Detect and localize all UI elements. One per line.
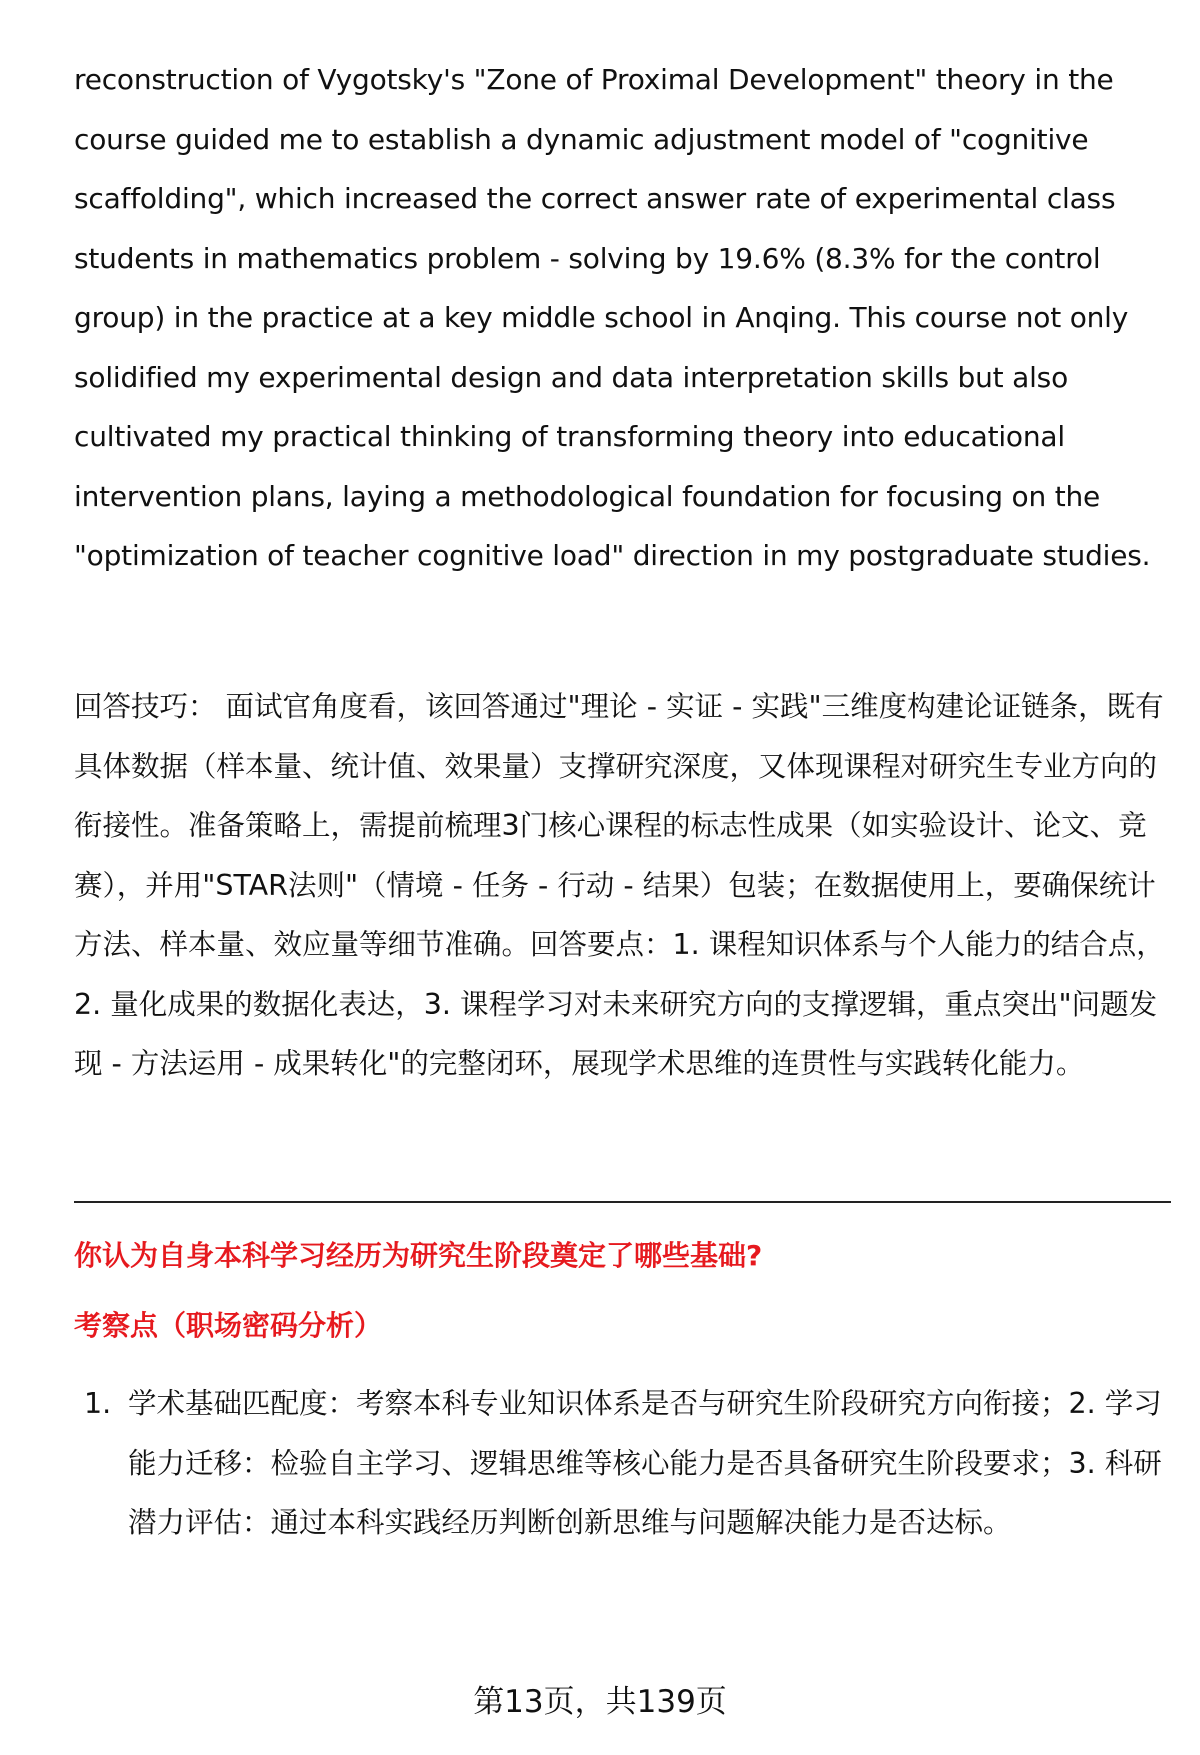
question-heading: 你认为自身本科学习经历为研究生阶段奠定了哪些基础?	[74, 1239, 763, 1272]
page-number: 第13页，共139页	[473, 1684, 727, 1720]
assessment-points-heading: 考察点（职场密码分析）	[74, 1309, 383, 1342]
answer-paragraph-english: reconstruction of Vygotsky's "Zone of Proximal Development" theory in the course guided me to establish a dynamic adjustment model of "cognitive scaffolding", which increased the correct answer rate of experimental class students in mathematics problem - solving by 19.6% (8.3% for the control group) in the practice at a key middle school in Anqing. This course not only solidified my experimental design and data interpretation skills but also cultivated my practical thinking of transforming theory into educational intervention plans, laying a methodological foundation for focusing on the "optimization of teacher cognitive load" direction in my postgraduate studies.	[74, 63, 1151, 572]
section-divider	[74, 1201, 1171, 1203]
answer-tips-paragraph: 回答技巧： 面试官角度看，该回答通过"理论 - 实证 - 实践"三维度构建论证链条，既有具体数据（样本量、统计值、效果量）支撑研究深度，又体现课程对研究生专业方向的衔接性。准备策略上，需提前梳理3门核心课程的标志性成果（如实验设计、论文、竞赛），并用"STAR法则"（情境 - 任务 - 行动 - 结果）包装；在数据使用上，要确保统计方法、样本量、效应量等细节准确。回答要点：1. 课程知识体系与个人能力的结合点，2. 量化成果的数据化表达，3. 课程学习对未来研究方向的支撑逻辑，重点突出"问题发现 - 方法运用 - 成果转化"的完整闭环，展现学术思维的连贯性与实践转化能力。	[74, 690, 1165, 1080]
list-item-text: 学术基础匹配度：考察本科专业知识体系是否与研究生阶段研究方向衔接；2. 学习能力迁移：检验自主学习、逻辑思维等核心能力是否具备研究生阶段要求；3. 科研潜力评估：通过本科实践经历判断创新思维与问题解决能力是否达标。	[128, 1387, 1162, 1539]
list-item	[84, 1374, 1174, 1553]
assessment-list	[84, 1374, 1174, 1553]
list-item-number: 1.	[84, 1387, 112, 1420]
